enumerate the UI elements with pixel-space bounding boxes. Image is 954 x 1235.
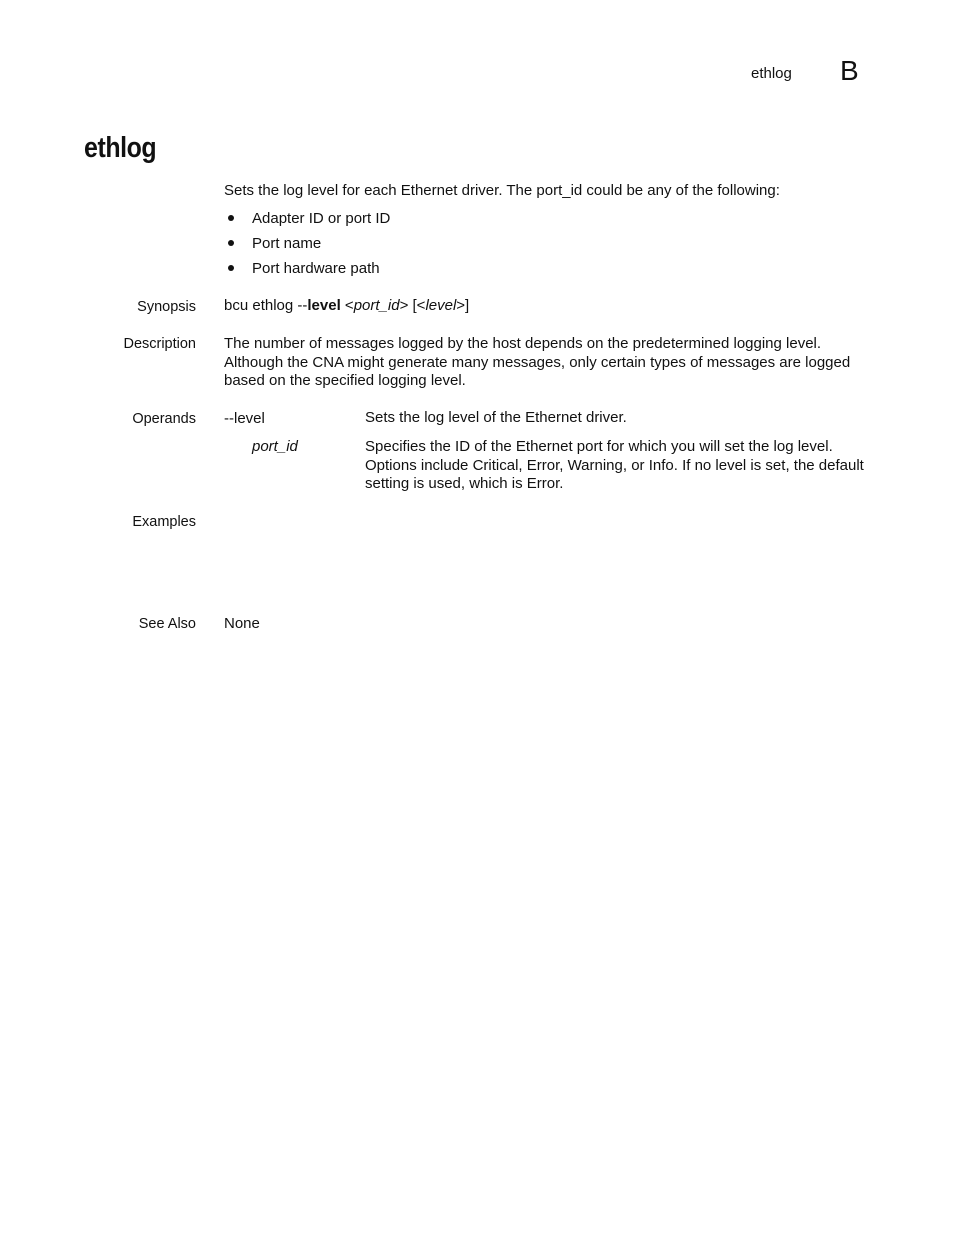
bullet-icon — [228, 215, 234, 221]
description-text: The number of messages logged by the host depends on the predetermined logging level. Although the CNA might generate many messages, only certain types of messages are logged based on the specified logging level. — [224, 335, 851, 389]
see-also-label: See Also — [138, 616, 196, 632]
list-item: Adapter ID or port ID — [224, 210, 390, 235]
list-item: Port name — [224, 235, 390, 260]
bullet-icon — [228, 265, 234, 271]
synopsis-label: Synopsis — [137, 299, 196, 315]
operand-port-id-name: port_id — [252, 438, 298, 455]
running-header-title: ethlog — [751, 65, 792, 82]
see-also-value: None — [224, 615, 260, 632]
appendix-letter: B — [840, 55, 859, 86]
operands-label: Operands — [132, 411, 196, 427]
operand-level-name: --level — [224, 410, 265, 427]
description-label: Description — [123, 336, 196, 352]
intro-text: Sets the log level for each Ethernet driver. The port_id could be any of the following: — [224, 182, 780, 199]
page-title: ethlog — [84, 132, 157, 164]
list-item: Port hardware path — [224, 260, 390, 285]
examples-label: Examples — [132, 514, 196, 530]
bullet-icon — [228, 240, 234, 246]
operand-level-desc: Sets the log level of the Ethernet driver. — [365, 409, 627, 426]
synopsis-command: bcu ethlog --level <port_id> [<level>] — [224, 297, 470, 314]
operand-port-id-desc: Specifies the ID of the Ethernet port for which you will set the log level. Options include Critical, Error, Warning, or Info. If no level is set, the default setting is used, which is Error. — [365, 438, 864, 492]
bullet-list — [224, 210, 390, 285]
